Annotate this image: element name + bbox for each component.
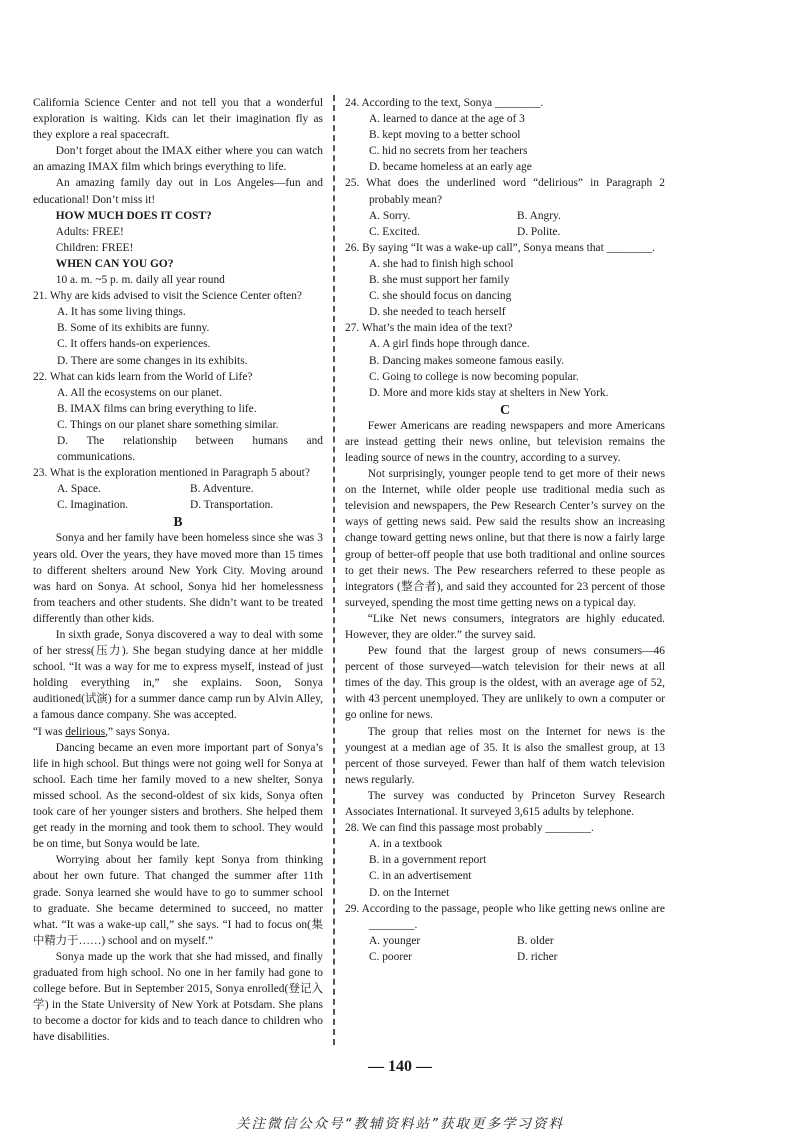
section-b-heading: B (173, 514, 183, 530)
option-d: D. became homeless at an early age (368, 161, 532, 174)
question-29 (345, 901, 665, 965)
passage-a-paragraph: An amazing family day out in Los Angeles—fun and educational! Don’t miss it! (33, 177, 323, 206)
option-a: A. It has some living things. (56, 306, 186, 319)
option-c: C. hid no secrets from her teachers (368, 145, 528, 158)
option-c: C. poorer (368, 950, 412, 963)
option-d: D. Polite. (516, 225, 561, 238)
page-number: — 140 — (368, 1058, 432, 1075)
options-row (345, 224, 665, 240)
option-a: A. younger (368, 934, 421, 947)
children-price: Children: FREE! (55, 241, 134, 254)
option-b: B. Angry. (516, 209, 561, 222)
options-row (33, 481, 323, 497)
quote-open: “I was (33, 725, 66, 738)
footer-note: 关注微信公众号“教辅资料站”获取更多学习资料 (236, 1116, 564, 1132)
option-c: C. Excited. (368, 225, 420, 238)
question-22 (33, 369, 323, 466)
option-b: B. Dancing makes someone famous easily. (368, 354, 565, 367)
question-stem: 22. What can kids learn from the World of Life? (33, 370, 253, 383)
question-28 (345, 820, 665, 900)
passage-a-paragraph: Don’t forget about the IMAX either where you can watch an amazing IMAX film which brings everything to life. (33, 145, 323, 174)
option-a: A. Sorry. (368, 209, 411, 222)
question-26 (345, 240, 665, 320)
passage-c-paragraph: The group that relies most on the Internet for news is the youngest at a median age of 35. It is also the smallest group, at 13 percent of those surveyed. Fewer than half of them watch television news regularly. (345, 725, 665, 786)
question-stem: 26. By saying “It was a wake-up call”, Sonya means that ________. (345, 241, 656, 254)
question-21 (33, 288, 323, 368)
right-column (345, 95, 665, 965)
passage-c-paragraph: Fewer Americans are reading newspapers and more Americans are instead getting their news online, but television remains the leading source of news in the country, according to a survey. (345, 419, 665, 464)
question-stem: 25. What does the underlined word “delirious” in Paragraph 2 probably mean? (345, 177, 665, 206)
paragraph-text: In sixth grade, Sonya discovered a way to deal with some of her stress(压力). She began studying dance at her middle school. “It was a way for me to express myself, instead of just holding everything in,” she explains. Soon, Sonya auditioned(试演) for a summer dance camp run by Alvin Alley, a famous dance company. She was accepted. (33, 629, 323, 722)
option-b: B. IMAX films can bring everything to life. (56, 402, 257, 415)
underlined-word: delirious (65, 725, 106, 738)
cost-heading: HOW MUCH DOES IT COST? (55, 209, 212, 222)
options-row (33, 497, 323, 513)
question-stem: 24. According to the text, Sonya ________. (345, 97, 544, 109)
option-c: C. It offers hands-on experiences. (56, 338, 211, 351)
passage-b-paragraph: Dancing became an even more important part of Sonya’s life in high school. But things were not going well for Sonya at school. Each time her family moved to a new shelter, Sonya missed school. As the second-oldest of six kids, Sonya often took care of her younger sisters and brothers. She helped them get ready in the morning and took them to school. They would be on time, but Sonya would be late. (33, 741, 323, 851)
adults-price: Adults: FREE! (55, 225, 124, 238)
question-stem: 28. We can find this passage most probably ________. (345, 822, 594, 835)
option-c: C. Imagination. (56, 499, 129, 512)
passage-b-paragraph: Sonya and her family have been homeless since she was 3 years old. Over the years, they have moved more than 15 times to different shelters around New York City. Moving around was hard on Sonya. At school, Sonya hid her homelessness from teachers and other students. She didn’t want to be treated differently than other kids. (33, 532, 323, 625)
options-row (345, 208, 665, 224)
option-b: B. she must support her family (368, 274, 510, 287)
opening-hours: 10 a. m. ~5 p. m. daily all year round (55, 274, 225, 287)
option-a: A. A girl finds hope through dance. (368, 338, 530, 351)
option-d: D. richer (516, 950, 558, 963)
option-d: D. she needed to teach herself (368, 306, 506, 319)
passage-b-paragraph: Worrying about her family kept Sonya from thinking about her own future. That changed the summer after 11th grade. Sonya learned she would have to go to summer school to graduate. She became determined to succeed, no matter what. “It was a wake-up call,” she says. “I had to focus on(集中精力于……) school and on myself.” (33, 854, 323, 947)
option-c: C. she should focus on dancing (368, 290, 512, 303)
question-stem: 21. Why are kids advised to visit the Science Center often? (33, 290, 302, 303)
when-heading: WHEN CAN YOU GO? (55, 257, 174, 270)
question-23 (33, 465, 323, 513)
question-stem: 29. According to the passage, people who like getting news online are ________. (345, 902, 665, 931)
passage-a-paragraph: California Science Center and not tell you that a wonderful exploration is waiting. Kids can let their imagination fly as they explore a real spacecraft. (33, 97, 323, 142)
option-b: B. Some of its exhibits are funny. (56, 322, 210, 335)
option-d: D. on the Internet (368, 886, 450, 899)
column-divider (333, 95, 335, 1045)
option-c: C. Things on our planet share something similar. (56, 418, 279, 431)
passage-b-paragraph (33, 627, 323, 740)
question-24 (345, 95, 665, 175)
option-a: A. she had to finish high school (368, 257, 514, 270)
option-d: D. The relationship between humans and communications. (56, 434, 323, 464)
question-25 (345, 175, 665, 239)
option-b: B. kept moving to a better school (368, 129, 521, 142)
section-c-heading: C (500, 401, 510, 417)
option-d: D. More and more kids stay at shelters in New York. (368, 386, 609, 399)
left-column (33, 95, 323, 1045)
question-stem: 23. What is the exploration mentioned in Paragraph 5 about? (33, 467, 310, 480)
option-b: B. in a government report (368, 854, 487, 867)
option-b: B. older (516, 934, 554, 947)
option-b: B. Adventure. (189, 483, 254, 496)
passage-c-paragraph: Pew found that the largest group of news consumers—46 percent of those surveyed—watch television for their news at all times of the day. This group is the oldest, with an average age of 52, with 43 percent unemployed. They are unlikely to own a computer or go online for news. (345, 645, 665, 722)
passage-c-paragraph: Not surprisingly, younger people tend to get more of their news on the Internet, while older people use traditional media such as television and newspapers, the Pew Research Center’s survey on the ways of getting news said. Pew said the results show an increasing change toward getting news online, but that there is now a fairly large group of better-off people that use both traditional and online sources to get their news. The Pew researchers referred to these people as integrators (整合者), and said they accounted for 23 percent of those surveyed, spending the most time getting news on a typical day. (345, 468, 665, 609)
option-a: A. learned to dance at the age of 3 (368, 113, 525, 126)
passage-b-paragraph: Sonya made up the work that she had missed, and finally graduated from high school. No one in her family had gone to college before. But in September 2015, Sonya enrolled(登记入学) in the State University of New York at Potsdam. She plans to become a doctor for kids and to teach dance to children who have disabilities. (33, 950, 323, 1044)
option-d: D. Transportation. (189, 499, 274, 512)
options-row (345, 933, 665, 949)
option-c: C. in an advertisement (368, 870, 472, 883)
option-d: D. There are some changes in its exhibits. (56, 354, 248, 367)
passage-c-paragraph: “Like Net news consumers, integrators are highly educated. However, they are older.” the survey said. (345, 612, 665, 641)
options-row (345, 949, 665, 965)
option-a: A. Space. (56, 483, 101, 496)
question-stem: 27. What’s the main idea of the text? (345, 322, 513, 335)
option-a: A. All the ecosystems on our planet. (56, 386, 223, 399)
option-c: C. Going to college is now becoming popular. (368, 370, 579, 383)
passage-c-paragraph: The survey was conducted by Princeton Survey Research Associates International. It surveyed 3,615 adults by telephone. (345, 789, 665, 819)
option-a: A. in a textbook (368, 838, 443, 851)
question-27 (345, 320, 665, 400)
quote-close: ,” says Sonya. (105, 725, 170, 738)
